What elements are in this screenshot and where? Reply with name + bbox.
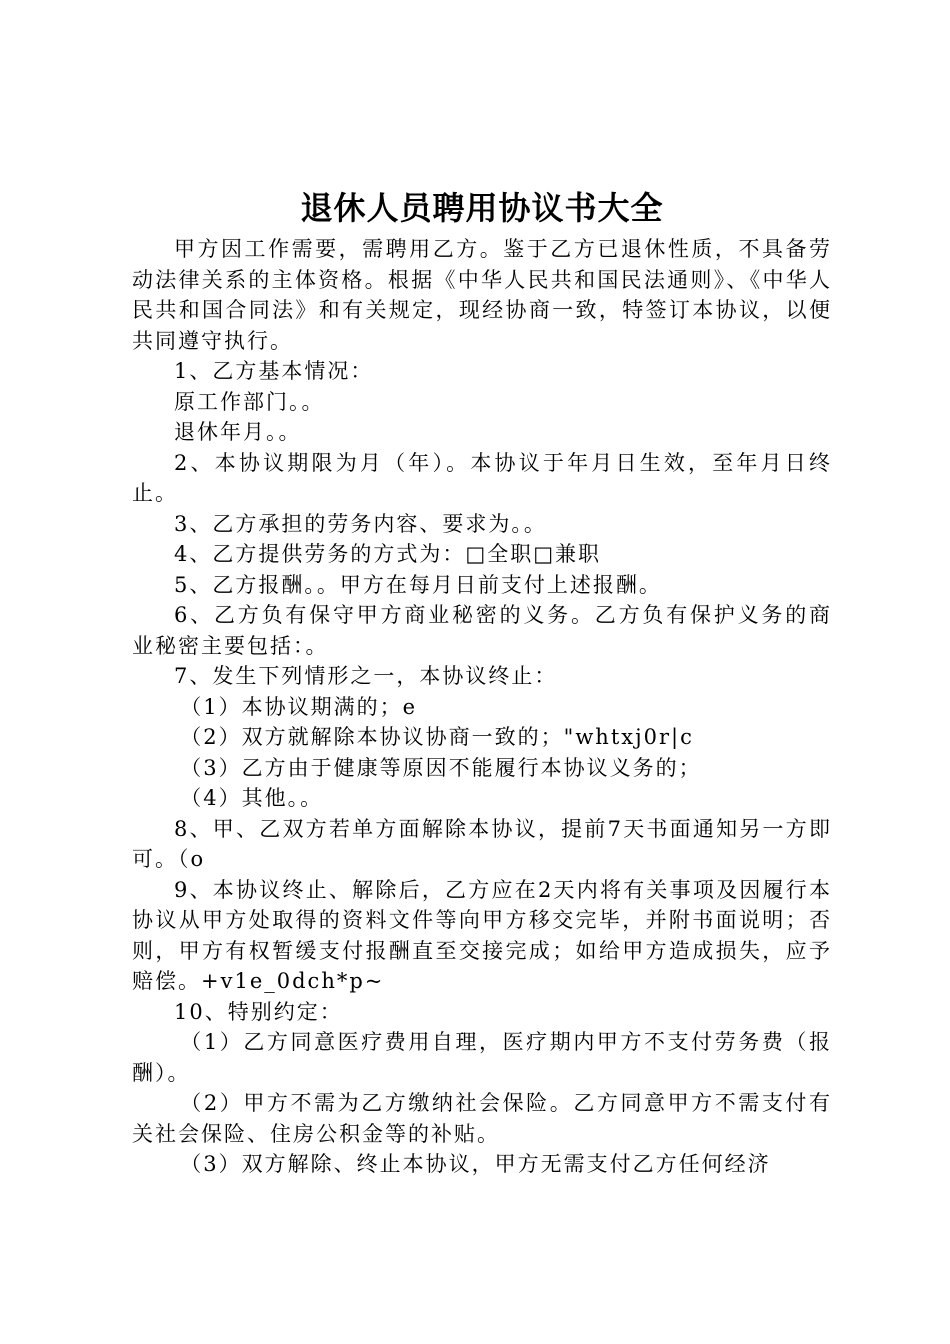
clause-10-item-1: （1）乙方同意医疗费用自理，医疗期内甲方不支付劳务费（报酬）。 xyxy=(132,1030,832,1085)
clause-10-heading: 10、特别约定： xyxy=(174,999,343,1024)
document-page xyxy=(132,184,832,1180)
clause-10-item-2: （2）甲方不需为乙方缴纳社会保险。乙方同意甲方不需支付有关社会保险、住房公积金等的补贴。 xyxy=(132,1091,832,1146)
clause-3-duties: 3、乙方承担的劳务内容、要求为。。 xyxy=(174,511,547,536)
clause-7-item-1: （1）本协议期满的；e xyxy=(180,694,418,719)
document-title: 退休人员聘用协议书大全 xyxy=(300,189,664,227)
clause-10-item-3: （3）双方解除、终止本协议，甲方无需支付乙方任何经济 xyxy=(180,1152,771,1176)
clause-2-term: 2、本协议期限为月（年）。本协议于年月日生效，至年月日终止。 xyxy=(132,450,832,505)
intro-paragraph: 甲方因工作需要，需聘用乙方。鉴于乙方已退休性质，不具备劳动法律关系的主体资格。根据《中华人民共和国民法通则》、《中华人民共和国合同法》和有关规定，现经协商一致，特签订本协议，以便共同遵守执行。 xyxy=(132,237,832,353)
clause-1-retirement-date: 退休年月。。 xyxy=(174,420,302,444)
clause-7-item-2: （2）双方就解除本协议协商一致的；"whtxj0r|c xyxy=(180,725,694,749)
clause-7-heading: 7、发生下列情形之一，本协议终止： xyxy=(174,664,558,688)
clause-6-confidentiality: 6、乙方负有保守甲方商业秘密的义务。乙方负有保护义务的商业秘密主要包括：。 xyxy=(132,603,832,658)
clause-4-mode: 4、乙方提供劳务的方式为：□全职□兼职 xyxy=(174,542,602,566)
clause-8-termination-notice: 8、甲、乙双方若单方面解除本协议，提前7天书面通知另一方即可。（o xyxy=(132,816,832,871)
clause-9-handover: 9、本协议终止、解除后，乙方应在2天内将有关事项及因履行本协议从甲方处取得的资料文件等向甲方移交完毕，并附书面说明；否则，甲方有权暂缓支付报酬直至交接完成；如给甲方造成损失，应予赔偿。+v1e_0dch*p~ xyxy=(132,877,832,993)
clause-1-heading: 1、乙方基本情况： xyxy=(174,359,374,383)
clause-7-item-4: （4）其他。。 xyxy=(180,786,324,810)
clause-7-item-3: （3）乙方由于健康等原因不能履行本协议义务的； xyxy=(180,755,702,780)
clause-5-pay: 5、乙方报酬。。甲方在每月日前支付上述报酬。 xyxy=(174,572,662,597)
clause-1-department: 原工作部门。。 xyxy=(174,389,325,414)
